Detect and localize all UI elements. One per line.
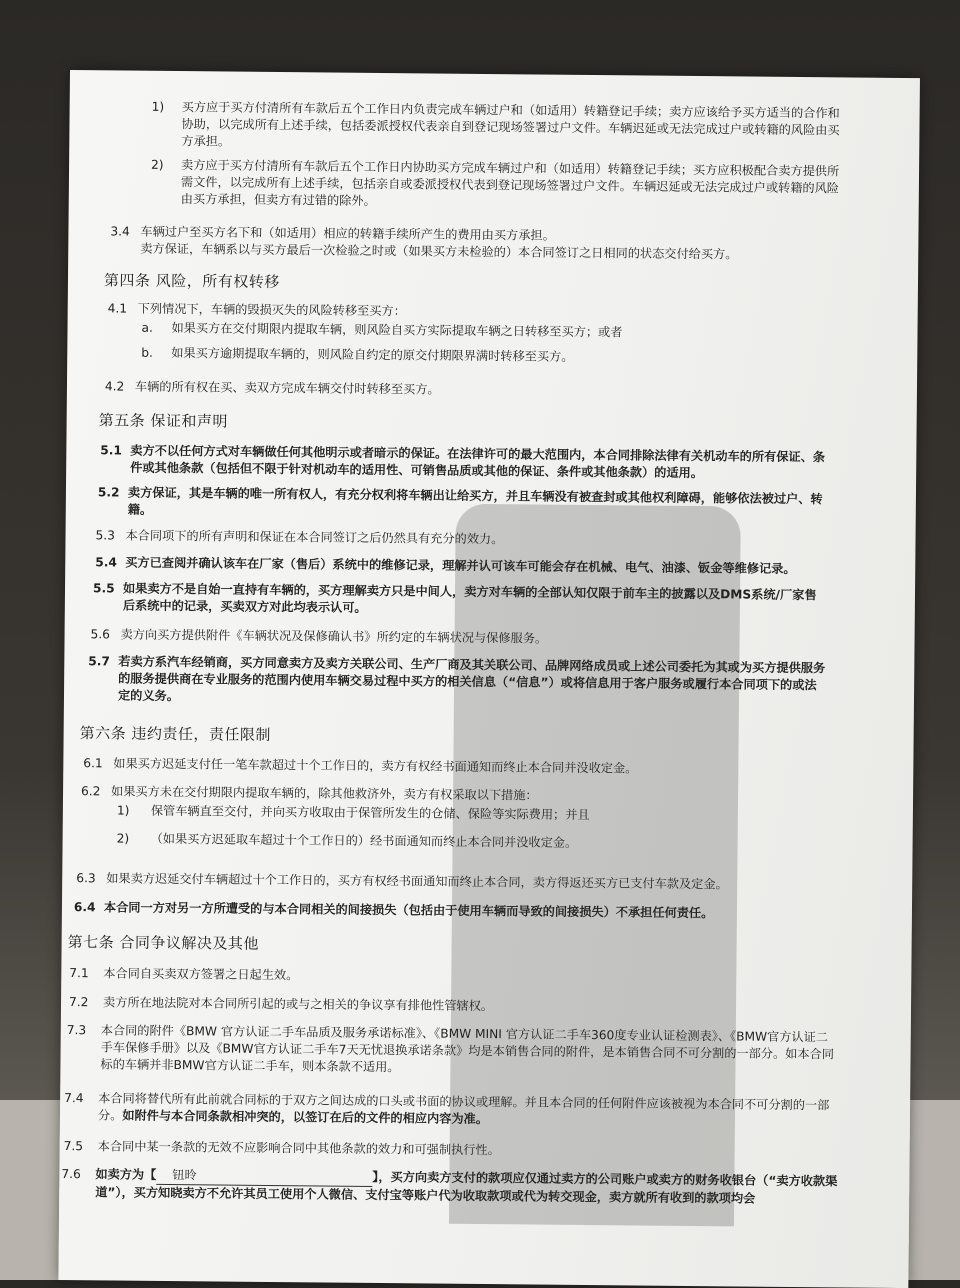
clause-text: 如果卖方不是自始一直持有车辆的，买方理解卖方只是中间人，卖方对车辆的全部认知仅限于前车主的披露以及DMS系统/厂家售后系统中的记录，买卖双方对此均表示认可。	[122, 581, 817, 615]
clause-number: 4.1	[107, 301, 128, 316]
item-text: 买方应于买方付清所有车款后五个工作日内负责完成车辆过户和（如适用）转籍登记手续；卖方应该给予买方适当的合作和协助，以完成所有上述手续，包括委派授权代表亲自到登记现场签署过户文件。车辆迟延或无法完成过户或转籍的风险由买方承担。	[181, 100, 840, 149]
clause-number: 5.6	[90, 627, 111, 642]
article-6-heading: 第六条 违约责任，责任限制	[79, 724, 271, 744]
clause-6-1	[83, 755, 823, 779]
item-number: b.	[141, 345, 153, 360]
clause-text: 本合同的附件《BMW 官方认证二手车品质及服务承诺标准》、《BMW MINI 官方认证二手车360度专业认证检测表》、《BMW官方认证二手车保修手册》以及《BMW官方认证二手车7天无忧退换承诺条款》均是本销售合同的附件，是本销售合同不可分割的一部分。如本合同标的车辆并非BMW官方认证二手车，则本条款不适用。	[100, 1023, 835, 1075]
clause-number: 3.4	[110, 224, 130, 239]
clause-text: 卖方向买方提供附件《车辆状况及保修确认书》所约定的车辆状况与保修服务。	[120, 627, 548, 646]
seller-name-field: 钮昤	[156, 1167, 372, 1187]
clause-text: 卖方不以任何方式对车辆做任何其他明示或者暗示的保证。在法律许可的最大范围内，本合同排除法律有关机动车的所有保证、条件或其他条款（包括但不限于针对机动车的适用性、可销售品质或其他的保证、条件或其他条款）的适用。	[130, 443, 826, 481]
clause-5-2	[98, 484, 828, 525]
contract-page	[58, 70, 920, 1288]
item-text: 卖方应于买方付清所有车款后五个工作日内协助买方完成车辆过户和（如适用）转籍登记手续；买方应积极配合卖方提供所需文件，以完成所有上述手续，包括亲自或委派授权代表到登记现场签署过户文件。车辆迟延或无法完成过户或转籍的风险由买方承担，但卖方有过错的除外。	[180, 158, 840, 208]
clause-6-4	[74, 899, 826, 923]
clause-number: 7.4	[64, 1090, 84, 1106]
clause-text: 】，买方向卖方支付的款项应仅通过卖方的公司账户或卖方的财务收银台（“卖方收款渠道”），买方知晓卖方不允许其员工使用个人微信、支付宝等账户代为收取款项或代为转交现金，卖方就所有收到的款项均会	[95, 1169, 838, 1206]
clause-number: 6.3	[76, 871, 96, 886]
item-number: 2)	[116, 831, 130, 846]
clause-text: 本合同将替代所有此前就合同标的于双方之间达成的口头或书面的协议或理解。并且本合同的任何附件应该被视为本合同不可分割的一部分。	[97, 1091, 830, 1123]
clause-text-bold: 如附件与本合同条款相冲突的，以签订在后的文件的相应内容为准。	[122, 1108, 489, 1127]
article-4-heading: 第四条 风险，所有权转移	[103, 271, 280, 292]
clause-text: 若卖方系汽车经销商，买方同意卖方及卖方关联公司、生产厂商及其关联公司、品牌网络成员或上述公司委托为其或为买方提供服务的服务提供商在专业服务的范围内使用车辆交易过程中买方的相关信息（“信息”）或将信息用于客户服务或履行本合同项下的或法定的义务。	[117, 654, 826, 704]
clause-3-item-2	[151, 157, 841, 215]
item-number: 2)	[151, 157, 164, 172]
clause-text: 卖方所在地法院对本合同所引起的或与之相关的争议享有排他性管辖权。	[102, 995, 494, 1014]
clause-number: 5.4	[95, 555, 117, 570]
item-text: 如果买方在交付期限内提取车辆，则风险自买方实际提取车辆之日转移至买方；或者	[171, 320, 623, 340]
clause-6-2-item-2	[117, 830, 817, 854]
clause-prefix: 如卖方为【	[95, 1167, 157, 1182]
clause-4-2	[105, 378, 825, 402]
clause-3-item-1	[151, 99, 841, 157]
clause-text: 本合同中某一条款的无效不应影响合同中其他条款的效力和可强制执行性。	[97, 1139, 500, 1158]
clause-text: 本合同自买卖双方签署之日起生效。	[103, 966, 299, 983]
clause-5-7	[88, 653, 828, 711]
clause-number: 7.3	[66, 1023, 87, 1038]
clause-number: 7.6	[61, 1166, 81, 1182]
clause-number: 5.1	[100, 443, 123, 458]
clause-5-6	[90, 626, 824, 650]
clause-5-3	[95, 527, 825, 551]
clause-text: 如果买方迟延支付任一笔车款超过十个工作日的，卖方有权经书面通知而终止本合同并没收定金。	[113, 756, 638, 776]
clause-text: 车辆的所有权在买、卖双方完成车辆交付时转移至买方。	[134, 379, 440, 397]
clause-number: 5.5	[92, 581, 115, 596]
clause-text: 本合同项下的所有声明和保证在本合同签订之后仍然具有充分的效力。	[125, 528, 504, 547]
clause-number: 6.4	[73, 900, 96, 915]
clause-number: 7.2	[68, 995, 89, 1010]
clause-7-2	[69, 994, 829, 1018]
item-text: （如果买方迟延取车超过十个工作日的）经书面通知而终止本合同并没收定金。	[150, 831, 578, 850]
clause-7-5	[64, 1138, 836, 1162]
clause-5-5	[93, 580, 827, 621]
clause-5-1	[100, 442, 830, 483]
clause-text: 下列情况下，车辆的毁损灭失的风险转移至买方：	[137, 301, 406, 319]
clause-7-6	[61, 1166, 837, 1208]
clause-text: 本合同一方对另一方所遭受的与本合同相关的间接损失（包括由于使用车辆而导致的间接损失）不承担任何责任。	[103, 900, 714, 921]
item-text: 如果买方逾期提取车辆的，则风险自约定的原交付期限界满时转移至买方。	[171, 345, 574, 364]
clause-text: 如果买方未在交付期限内提取车辆的，除其他救济外，卖方有权采取以下措施：	[111, 784, 538, 803]
clause-3-4	[110, 223, 830, 264]
clause-7-3	[66, 1022, 836, 1080]
clause-number: 6.2	[81, 784, 101, 799]
clause-7-1	[69, 965, 829, 989]
clause-6-3	[76, 870, 826, 894]
clause-number: 7.1	[69, 966, 89, 981]
clause-7-4	[64, 1090, 836, 1131]
clause-text: 卖方保证，其是车辆的唯一所有权人，有充分权利将车辆出让给买方，并且车辆没有被查封或其他权利障碍，能够依法被过户、转籍。	[127, 485, 823, 517]
item-number: 1)	[116, 803, 130, 818]
clause-text-line1: 车辆过户至买方名下和（如适用）相应的转籍手续所产生的费用由买方承担。	[140, 224, 555, 243]
clause-text: 买方已查阅并确认该车在厂家（售后）系统中的维修记录，理解并认可该车可能会存在机械、电气、油漆、钣金等维修记录。	[125, 555, 796, 576]
article-7-heading: 第七条 合同争议解决及其他	[67, 933, 259, 953]
clause-number: 5.2	[97, 485, 120, 500]
item-text: 保管车辆直至交付，并向买方收取由于保管所发生的仓储、保险等实际费用；并且	[150, 803, 590, 823]
clause-number: 4.2	[104, 379, 125, 394]
clause-number: 5.7	[88, 654, 110, 669]
clause-number: 6.1	[83, 756, 103, 771]
clause-4-1-b	[141, 345, 831, 369]
clause-number: 5.3	[95, 528, 115, 543]
item-number: 1)	[151, 99, 165, 114]
item-number: a.	[141, 320, 153, 335]
clause-number: 7.5	[63, 1138, 84, 1154]
clause-5-4	[95, 554, 827, 578]
clause-text-line2: 卖方保证，车辆系以与买方最后一次检验之时或（如果买方未检验的）本合同签订之日相同的状态交付给买方。	[140, 241, 738, 262]
article-5-heading: 第五条 保证和声明	[98, 411, 229, 431]
clause-text: 如果卖方迟延交付车辆超过十个工作日的，买方有权经书面通知而终止本合同，卖方得返还买方已支付车款及定金。	[106, 871, 728, 892]
